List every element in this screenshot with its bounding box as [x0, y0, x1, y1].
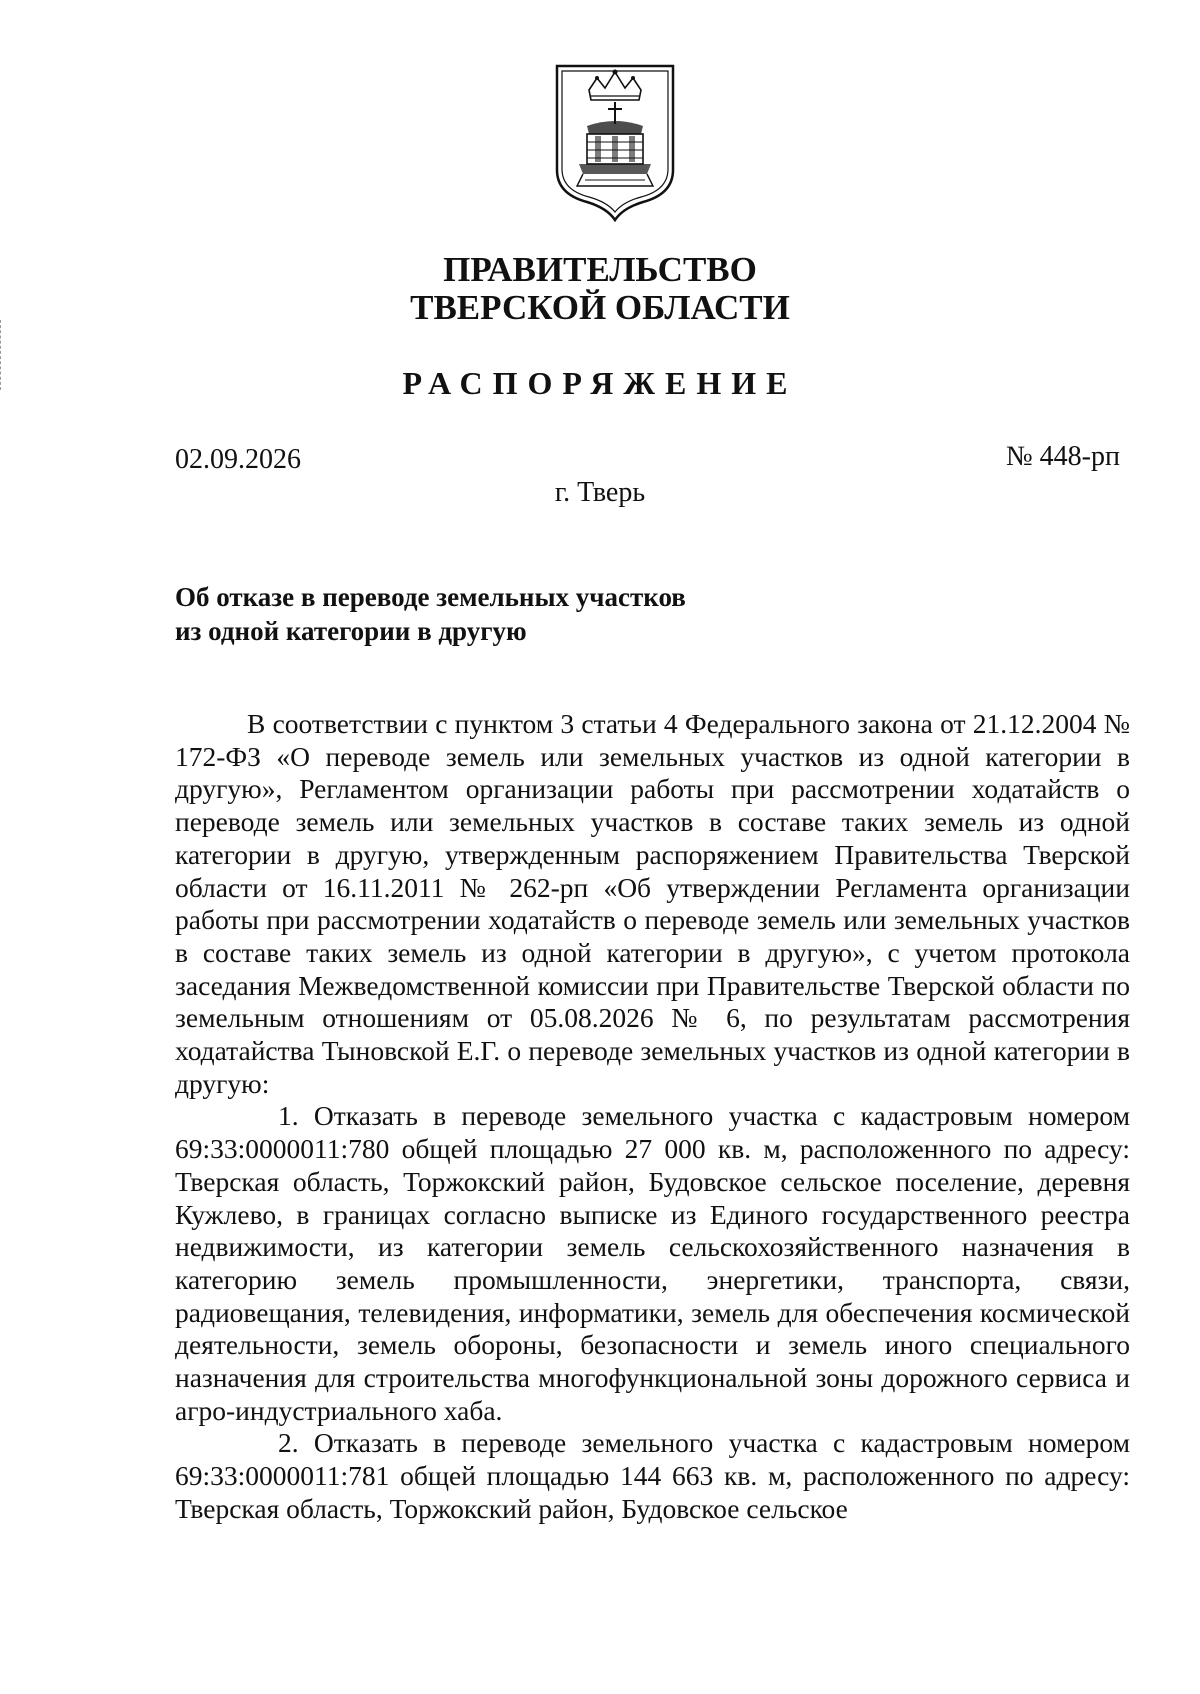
- government-name-line2: ТВЕРСКОЙ ОБЛАСТИ: [410, 288, 790, 327]
- document-city: г. Тверь: [554, 477, 646, 508]
- body-item-2-paragraph: 2. Отказать в переводе земельного участка с кадастровым номером 69:33:0000011:781 общей площадью 144 663 кв. м, расположенного по адресу: Тверская область, Торжокский район, Будовское сельское: [175, 1427, 1130, 1524]
- document-type-title: РАСПОРЯЖЕНИЕ: [402, 365, 798, 401]
- subject-line1: Об отказе в переводе земельных участков: [175, 582, 686, 612]
- document-body: [175, 708, 1130, 1526]
- tver-coat-of-arms-icon: [551, 62, 679, 222]
- body-preamble-paragraph: В соответствии с пунктом 3 статьи 4 Федерального закона от 21.12.2004 № 172-ФЗ «О переводе земель или земельных участков из одной категории в другую», Регламентом организации работы при рассмотрении ходатайств о переводе земель или земельных участков в составе таких земель из одной категории в другую, утвержденным распоряжением Правительства Тверской области от 16.11.2011 № 262-рп «Об утверждении Регламента организации работы при рассмотрении ходатайств о переводе земель или земельных участков в составе таких земель из одной категории в другую», с учетом протокола заседания Межведомственной комиссии при Правительстве Тверской области по земельным отношениям от 05.08.2026 № 6, по результатам рассмотрения ходатайства Тыновской Е.Г. о переводе земельных участков из одной категории в другую:: [175, 708, 1130, 1099]
- document-number: № 448-рп: [1005, 441, 1120, 472]
- document-date: 02.09.2026: [175, 444, 301, 475]
- scan-edge-mark: [0, 320, 4, 390]
- document-subject: [175, 580, 686, 648]
- government-name-line1: ПРАВИТЕЛЬСТВО: [443, 250, 757, 289]
- subject-line2: из одной категории в другую: [175, 616, 527, 646]
- body-item-1-paragraph: 1. Отказать в переводе земельного участка с кадастровым номером 69:33:0000011:780 общей площадью 27 000 кв. м, расположенного по адресу: Тверская область, Торжокский район, Будовское сельское поселение, деревня Кужлево, в границах согласно выписке из Единого государственного реестра недвижимости, из категории земель сельскохозяйственного назначения в категорию земель промышленности, энергетики, транспорта, связи, радиовещания, телевидения, информатики, земель для обеспечения космической деятельности, земель обороны, безопасности и земель иного специального назначения для строительства многофункциональной зоны дорожного сервиса и агро-индустриального хаба.: [175, 1100, 1130, 1426]
